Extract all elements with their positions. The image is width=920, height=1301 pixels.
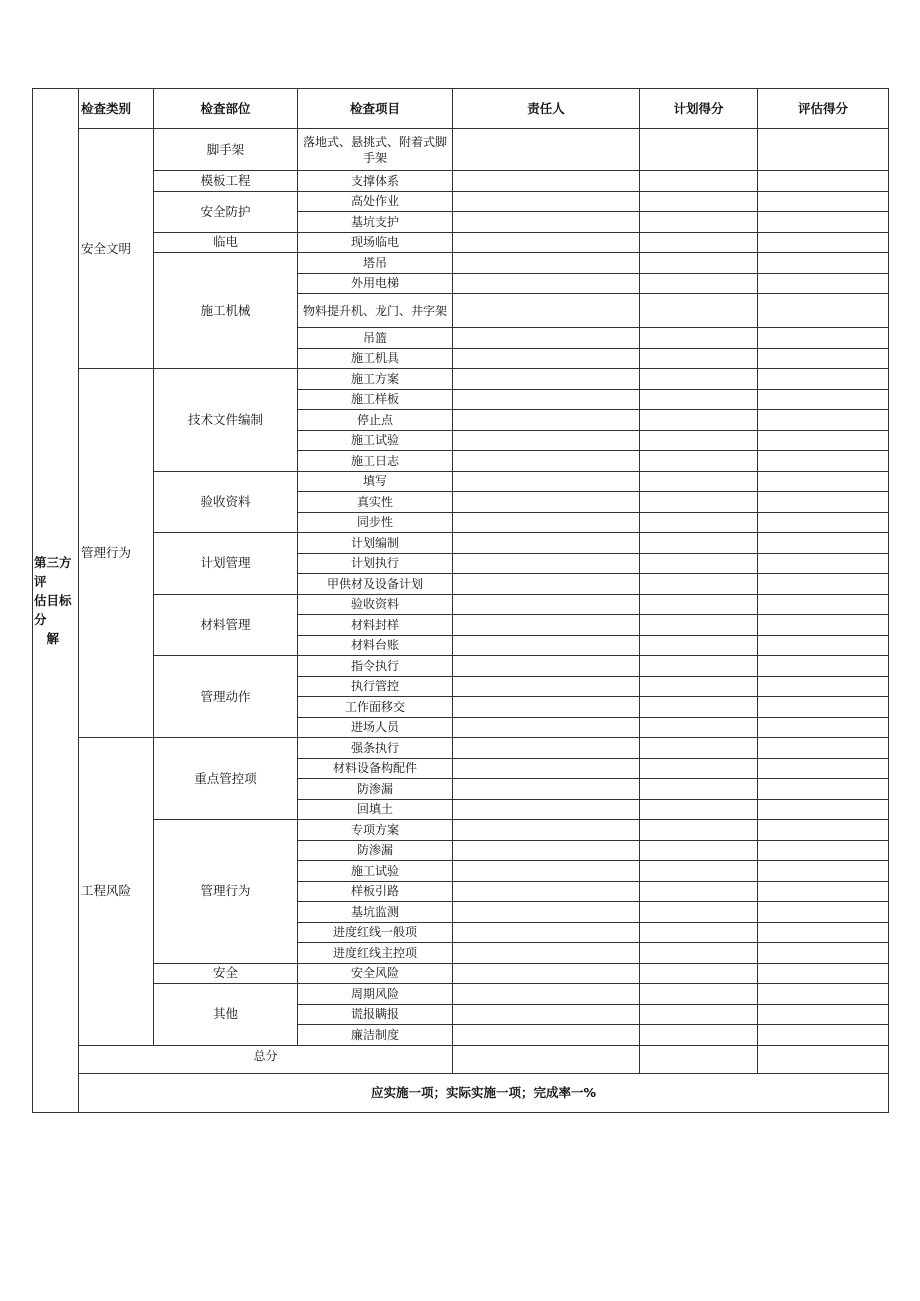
planned-score-cell (640, 553, 758, 574)
planned-score-cell (640, 963, 758, 984)
planned-score-cell (640, 984, 758, 1005)
table-row (33, 820, 889, 841)
responsible-cell (453, 253, 640, 274)
item-cell: 安全风险 (298, 963, 453, 984)
responsible-cell (453, 348, 640, 369)
responsible-cell (453, 451, 640, 472)
responsible-cell (453, 820, 640, 841)
planned-score-cell (640, 212, 758, 233)
evaluated-score-cell (758, 1025, 889, 1046)
department-cell: 管理动作 (154, 656, 298, 738)
header-evaluated-score: 评估得分 (758, 89, 889, 129)
responsible-cell (453, 294, 640, 328)
evaluated-score-cell (758, 984, 889, 1005)
evaluated-score-cell (758, 861, 889, 882)
evaluated-score-cell (758, 294, 889, 328)
planned-score-cell (640, 253, 758, 274)
side-label-line: 估目标 (34, 592, 72, 608)
planned-score-cell (640, 129, 758, 171)
planned-score-cell (640, 635, 758, 656)
item-cell: 施工日志 (298, 451, 453, 472)
department-cell: 安全防护 (154, 191, 298, 232)
evaluated-score-cell (758, 348, 889, 369)
planned-score-cell (640, 1004, 758, 1025)
evaluated-score-cell (758, 738, 889, 759)
responsible-cell (453, 635, 640, 656)
evaluated-score-cell (758, 232, 889, 253)
item-cell: 基坑监测 (298, 902, 453, 923)
evaluated-score-cell (758, 369, 889, 390)
header-item: 检查项目 (298, 89, 453, 129)
responsible-cell (453, 1025, 640, 1046)
responsible-cell (453, 594, 640, 615)
evaluated-score-cell (758, 922, 889, 943)
evaluated-score-cell (758, 1004, 889, 1025)
item-cell: 廉洁制度 (298, 1025, 453, 1046)
header-department: 检查部位 (154, 89, 298, 129)
planned-score-cell (640, 430, 758, 451)
responsible-cell (453, 553, 640, 574)
completion-summary: 应实施一项；实际实施一项；完成率一% (79, 1073, 889, 1112)
responsible-cell (453, 1004, 640, 1025)
department-cell: 临电 (154, 232, 298, 253)
responsible-cell (453, 922, 640, 943)
table-row (33, 232, 889, 253)
item-cell: 高处作业 (298, 191, 453, 212)
evaluated-score-cell (758, 963, 889, 984)
evaluated-score-cell (758, 471, 889, 492)
evaluated-score-cell (758, 656, 889, 677)
table-row (33, 253, 889, 274)
item-cell: 落地式、悬挑式、附着式脚手架 (298, 129, 453, 171)
evaluated-score-cell (758, 328, 889, 349)
item-cell: 填写 (298, 471, 453, 492)
evaluated-score-cell (758, 840, 889, 861)
responsible-cell (453, 430, 640, 451)
planned-score-cell (640, 881, 758, 902)
evaluated-score-cell (758, 697, 889, 718)
responsible-cell (453, 697, 640, 718)
responsible-cell (453, 212, 640, 233)
evaluated-score-cell (758, 943, 889, 964)
item-cell: 塔吊 (298, 253, 453, 274)
evaluated-score-cell (758, 615, 889, 636)
table-row (33, 656, 889, 677)
planned-score-cell (640, 799, 758, 820)
planned-score-cell (640, 410, 758, 431)
item-cell: 周期风险 (298, 984, 453, 1005)
department-cell: 技术文件编制 (154, 369, 298, 472)
responsible-cell (453, 656, 640, 677)
evaluated-score-cell (758, 389, 889, 410)
item-cell: 工作面移交 (298, 697, 453, 718)
responsible-cell (453, 471, 640, 492)
item-cell: 计划编制 (298, 533, 453, 554)
responsible-cell (453, 717, 640, 738)
evaluated-score-cell (758, 512, 889, 533)
responsible-cell (453, 389, 640, 410)
item-cell: 施工样板 (298, 389, 453, 410)
item-cell: 支撑体系 (298, 171, 453, 192)
department-cell: 施工机械 (154, 253, 298, 369)
evaluated-score-cell (758, 171, 889, 192)
responsible-cell (453, 799, 640, 820)
evaluated-score-cell (758, 212, 889, 233)
planned-score-cell (640, 902, 758, 923)
department-cell: 计划管理 (154, 533, 298, 595)
table-row (33, 129, 889, 171)
department-cell: 模板工程 (154, 171, 298, 192)
item-cell: 施工试验 (298, 430, 453, 451)
planned-score-cell (640, 594, 758, 615)
planned-score-cell (640, 389, 758, 410)
item-cell: 停止点 (298, 410, 453, 431)
responsible-cell (453, 273, 640, 294)
planned-score-cell (640, 615, 758, 636)
item-cell: 吊篮 (298, 328, 453, 349)
responsible-cell (453, 574, 640, 595)
responsible-cell (453, 984, 640, 1005)
responsible-cell (453, 676, 640, 697)
planned-score-cell (640, 861, 758, 882)
header-category: 检查类别 (79, 89, 154, 129)
header-row (33, 89, 889, 129)
side-label-line: 解 (34, 630, 60, 646)
department-cell: 重点管控项 (154, 738, 298, 820)
item-cell: 材料设备构配件 (298, 758, 453, 779)
table-row (33, 171, 889, 192)
total-responsible-cell (453, 1045, 640, 1073)
item-cell: 施工机具 (298, 348, 453, 369)
responsible-cell (453, 738, 640, 759)
department-cell: 管理行为 (154, 820, 298, 964)
responsible-cell (453, 129, 640, 171)
evaluated-score-cell (758, 430, 889, 451)
evaluated-score-cell (758, 273, 889, 294)
planned-score-cell (640, 574, 758, 595)
evaluated-score-cell (758, 492, 889, 513)
item-cell: 指令执行 (298, 656, 453, 677)
responsible-cell (453, 902, 640, 923)
table-row (33, 533, 889, 554)
planned-score-cell (640, 840, 758, 861)
evaluated-score-cell (758, 594, 889, 615)
table-row (33, 738, 889, 759)
responsible-cell (453, 410, 640, 431)
total-row (33, 1045, 889, 1073)
evaluated-score-cell (758, 902, 889, 923)
department-cell: 验收资料 (154, 471, 298, 533)
evaluated-score-cell (758, 881, 889, 902)
item-cell: 进度红线一般项 (298, 922, 453, 943)
item-cell: 回填土 (298, 799, 453, 820)
item-cell: 进场人员 (298, 717, 453, 738)
table-row (33, 963, 889, 984)
table-row (33, 191, 889, 212)
header-responsible: 责任人 (453, 89, 640, 129)
table-row (33, 594, 889, 615)
responsible-cell (453, 232, 640, 253)
planned-score-cell (640, 943, 758, 964)
table-row (33, 471, 889, 492)
total-evaluated-score-cell (758, 1045, 889, 1073)
evaluated-score-cell (758, 410, 889, 431)
item-cell: 同步性 (298, 512, 453, 533)
planned-score-cell (640, 738, 758, 759)
item-cell: 材料封样 (298, 615, 453, 636)
planned-score-cell (640, 820, 758, 841)
item-cell: 防渗漏 (298, 779, 453, 800)
planned-score-cell (640, 171, 758, 192)
table-row (33, 984, 889, 1005)
planned-score-cell (640, 294, 758, 328)
planned-score-cell (640, 758, 758, 779)
item-cell: 基坑支护 (298, 212, 453, 233)
evaluated-score-cell (758, 779, 889, 800)
item-cell: 材料台账 (298, 635, 453, 656)
item-cell: 防渗漏 (298, 840, 453, 861)
department-cell: 安全 (154, 963, 298, 984)
planned-score-cell (640, 656, 758, 677)
planned-score-cell (640, 779, 758, 800)
item-cell: 甲供材及设备计划 (298, 574, 453, 595)
item-cell: 强条执行 (298, 738, 453, 759)
item-cell: 真实性 (298, 492, 453, 513)
item-cell: 专项方案 (298, 820, 453, 841)
summary-row (33, 1073, 889, 1112)
item-cell: 计划执行 (298, 553, 453, 574)
evaluated-score-cell (758, 758, 889, 779)
side-label-line: 评 (34, 573, 47, 589)
evaluated-score-cell (758, 129, 889, 171)
responsible-cell (453, 171, 640, 192)
responsible-cell (453, 963, 640, 984)
responsible-cell (453, 840, 640, 861)
header-planned-score: 计划得分 (640, 89, 758, 129)
responsible-cell (453, 512, 640, 533)
category-cell: 管理行为 (79, 369, 154, 738)
item-cell: 验收资料 (298, 594, 453, 615)
responsible-cell (453, 533, 640, 554)
responsible-cell (453, 369, 640, 390)
evaluated-score-cell (758, 191, 889, 212)
planned-score-cell (640, 232, 758, 253)
side-label (33, 89, 79, 1113)
evaluated-score-cell (758, 799, 889, 820)
item-cell: 施工试验 (298, 861, 453, 882)
evaluated-score-cell (758, 635, 889, 656)
evaluated-score-cell (758, 717, 889, 738)
responsible-cell (453, 492, 640, 513)
side-label-line: 第三方 (34, 554, 72, 570)
item-cell: 谎报瞒报 (298, 1004, 453, 1025)
planned-score-cell (640, 369, 758, 390)
planned-score-cell (640, 676, 758, 697)
responsible-cell (453, 943, 640, 964)
responsible-cell (453, 758, 640, 779)
item-cell: 施工方案 (298, 369, 453, 390)
evaluation-table (32, 88, 889, 1113)
planned-score-cell (640, 697, 758, 718)
department-cell: 其他 (154, 984, 298, 1046)
table-row (33, 369, 889, 390)
evaluated-score-cell (758, 533, 889, 554)
evaluated-score-cell (758, 574, 889, 595)
responsible-cell (453, 861, 640, 882)
planned-score-cell (640, 492, 758, 513)
total-label: 总分 (79, 1045, 453, 1073)
department-cell: 脚手架 (154, 129, 298, 171)
side-label-line: 分 (34, 611, 47, 627)
evaluated-score-cell (758, 451, 889, 472)
item-cell: 进度红线主控项 (298, 943, 453, 964)
item-cell: 样板引路 (298, 881, 453, 902)
total-planned-score-cell (640, 1045, 758, 1073)
planned-score-cell (640, 273, 758, 294)
planned-score-cell (640, 348, 758, 369)
evaluated-score-cell (758, 820, 889, 841)
planned-score-cell (640, 533, 758, 554)
category-cell: 安全文明 (79, 129, 154, 369)
responsible-cell (453, 881, 640, 902)
department-cell: 材料管理 (154, 594, 298, 656)
planned-score-cell (640, 922, 758, 943)
evaluated-score-cell (758, 676, 889, 697)
planned-score-cell (640, 471, 758, 492)
evaluated-score-cell (758, 253, 889, 274)
planned-score-cell (640, 717, 758, 738)
planned-score-cell (640, 1025, 758, 1046)
item-cell: 执行管控 (298, 676, 453, 697)
item-cell: 现场临电 (298, 232, 453, 253)
responsible-cell (453, 191, 640, 212)
item-cell: 物料提升机、龙门、井字架 (298, 294, 453, 328)
planned-score-cell (640, 328, 758, 349)
planned-score-cell (640, 512, 758, 533)
evaluated-score-cell (758, 553, 889, 574)
item-cell: 外用电梯 (298, 273, 453, 294)
planned-score-cell (640, 451, 758, 472)
planned-score-cell (640, 191, 758, 212)
responsible-cell (453, 328, 640, 349)
responsible-cell (453, 779, 640, 800)
category-cell: 工程风险 (79, 738, 154, 1046)
responsible-cell (453, 615, 640, 636)
